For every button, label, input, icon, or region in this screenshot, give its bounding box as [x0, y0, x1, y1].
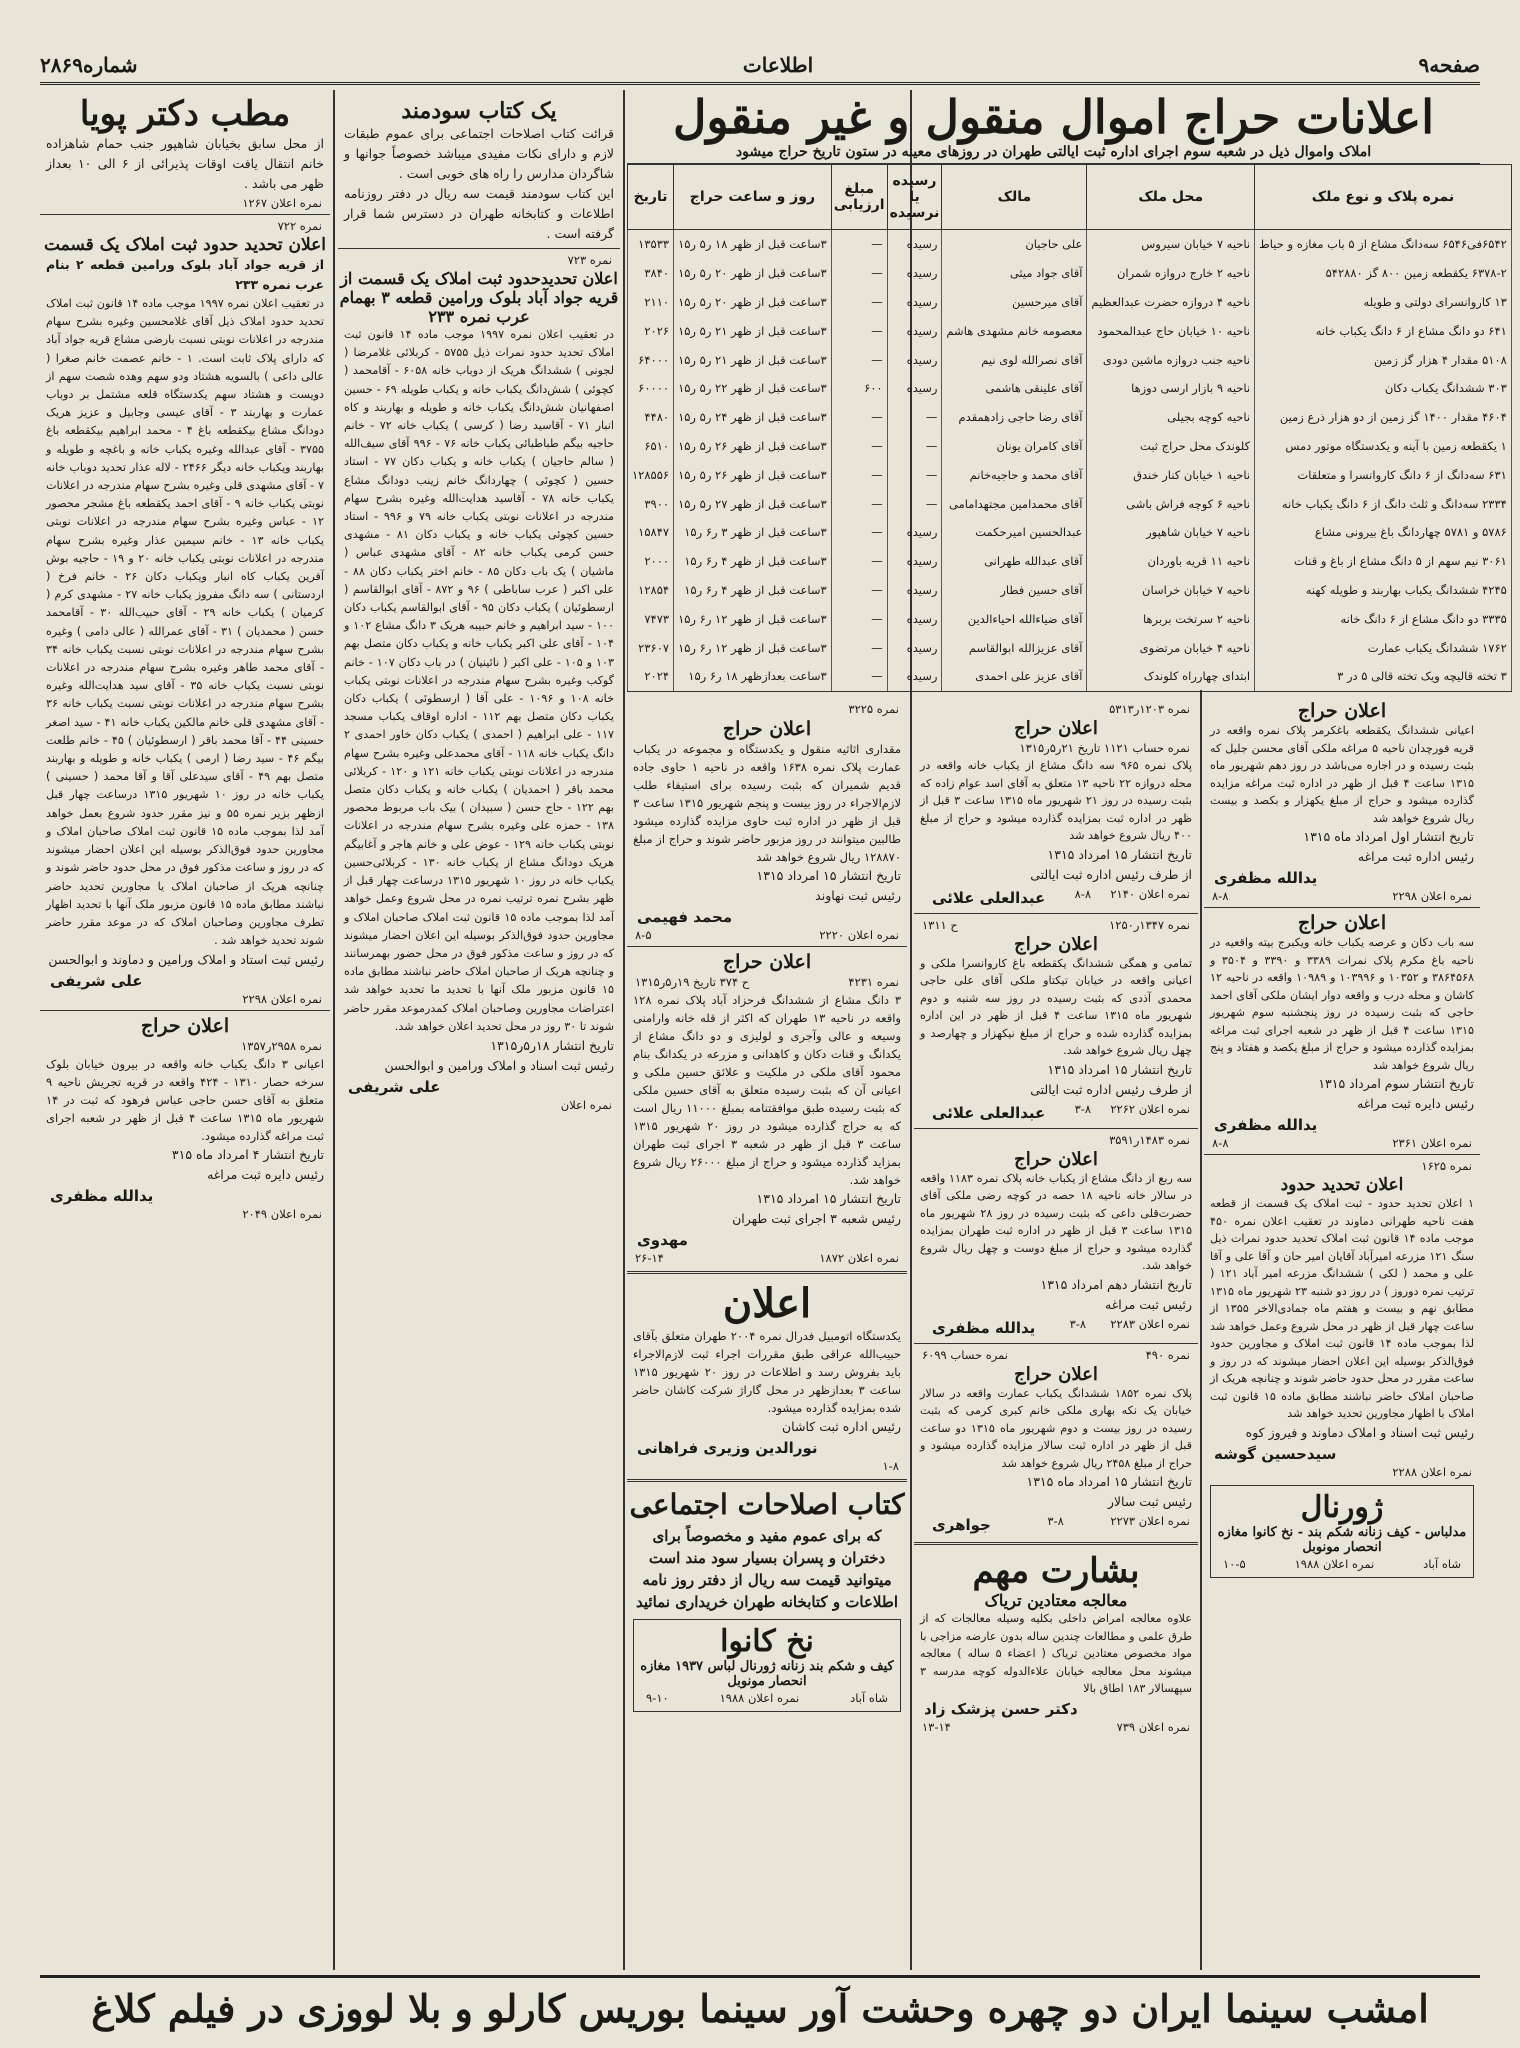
auction-cell: ۳ساعت قبل از ظهر ۴ ر۶ ر۱۵: [674, 576, 832, 605]
auction-cell: آقای جواد میثی: [942, 259, 1087, 288]
journal-addr: شاه آباد: [1423, 1556, 1461, 1571]
auction-cell: آقای نصرالله لوی نیم: [942, 345, 1087, 374]
auction-cell: رسیده: [887, 230, 942, 259]
auction-cell: آقای محمدامین مجتهدامامی: [942, 489, 1087, 518]
auction-cell: علی حاجیان: [942, 230, 1087, 259]
auction-cell: آقای حسین فطار: [942, 576, 1087, 605]
b1-meta: نمره حساب ۱۱۲۱ تاریخ ۲۱ر۵ر۱۳۱۵: [1019, 741, 1190, 755]
b3-signature: ید‌الله مظفری: [932, 1318, 1036, 1337]
auction-cell: —: [887, 489, 942, 518]
auction-cell: ناحیه کوچه بجیلی: [1087, 403, 1255, 432]
c1-body: اعیانی ششدانگ یکقطعه باغکرمر پلاک نمره واقعه در قریه فورچدان ناحیه ۵ مراغه ملکی آقای محسن جلیل که بثبت رسیده و در اجاره می‌باشد در روز دهم شهریور ماه ۱۳۱۵ ساعت ۴ قبل از ظهر در اداره ثبت مراغه مزایده گذارده میشود و حراج از مبلغ یکهزار و بکصد و بیست ریال شروع خواهد شد: [1210, 724, 1474, 825]
auction-cell: ۴۴۸۰: [628, 403, 674, 432]
nakh-addr: شاه آباد: [850, 1691, 888, 1705]
b4-code: ۳-۸: [1047, 1514, 1064, 1528]
clinic-ref: نمره اعلان ۱۲۶۷: [242, 196, 322, 210]
b1-number: نمره ۱۲۰۳ر۵۳۱۳: [1109, 702, 1190, 716]
cinema-banner: [40, 1975, 1480, 2038]
nakh-title: نخ کانوا: [720, 1624, 814, 1659]
a1-body: مقداری اثاثیه منقول و یکدستگاه و مجموعه در یکباب عمارت پلاک نمره ۱۶۳۸ واقعه در ناحیه ۱ حاوی جاده قدیم شمیران که بثبت رسیده برای استیفاء طلب لازم‌الاجراء در روز بیست و پنجم شهریور ۱۳۱۵ ساعت ۳ قبل از ظهر در اداره ثبت حاوی مزایده گذارده میشود طالبین میتوانند در روز مزبور حاضر شوند و حراج از مبلغ ۱۲۸۸۷۰ ریال شروع خواهد شد: [633, 742, 901, 864]
b2-number: نمره ۱۳۴۷ر۱۲۵۰: [1109, 917, 1190, 932]
a2-ref: نمره اعلان ۱۸۷۲: [819, 1251, 899, 1265]
auction-cell: ناحیه ۷ خیابان خراسان: [1087, 576, 1255, 605]
auction-cell: ۳ساعت قبل از ظهر ۲۲ ر۵ ر۱۵: [674, 374, 832, 403]
auction-cell: ناحیه ۱۰ خیابان حاج عبدالمحمود: [1087, 316, 1255, 345]
b4-title: اعلان حراج: [1014, 1363, 1098, 1385]
b4-signature: جواهری: [932, 1516, 991, 1534]
notice-subtitle: از قریه جواد آباد بلوک ورامین قطعه ۲ بنام عرب نمره ۲۳۳: [46, 257, 324, 292]
auction-row: [628, 633, 1512, 662]
b3-code: ۳-۸: [1069, 1316, 1087, 1331]
auction-cell: ۳ساعت بعدازظهر ۱۸ ر۶ ر۱۵: [674, 662, 832, 691]
b2-date: تاریخ انتشار ۱۵ امرداد ۱۳۱۵: [1047, 1061, 1192, 1077]
page-number: صفحه۹: [1418, 53, 1480, 77]
auction-cell: ناحیه ۷ خیابان شاهپور: [1087, 518, 1255, 547]
book-title: یک کتاب سودمند: [401, 98, 557, 124]
b2-body: تمامی و همگی ششدانگ یکقطعه باغ کاروانسرا ملکی و اعیانی واقعه در خیابان تیکتاو ملکی آقای علی حاجی محمدی آذدی که بثبت رسیده در روز سه شنبه و دوم شهریور ماه ۱۳۱۵ ساعت ۴ قبل از ظهر در این اداره بمزایده گذارده شده و حراج از مبلغ نیکهزار و چهارصد و چهل ریال شروع خواهد شد.: [920, 956, 1192, 1057]
auction-cell: —: [831, 489, 887, 518]
b2-meta: ح ۱۳۱۱: [922, 917, 958, 932]
auction-cell: معصومه خانم مشهدی هاشم: [942, 316, 1087, 345]
journal-title: ژورنال: [1300, 1489, 1384, 1525]
auction-row: [628, 576, 1512, 605]
auction-cell: ناحیه ۴ خیابان مرتضوی: [1087, 633, 1255, 662]
notice-title: اعلان تحدید حدود ثبت املاک یک قسمت: [43, 235, 326, 255]
auction-cell: آقای میرحسین: [942, 288, 1087, 317]
page-header: [40, 48, 1480, 85]
auction-cell: رسیده: [887, 374, 942, 403]
a1-number: نمره ۳۲۲۵: [848, 702, 899, 716]
b2-signature: عبدالعلی علائی: [932, 1103, 1046, 1122]
auction-cell: —: [831, 403, 887, 432]
b3-number: نمره ۱۴۸۳ر۳۵۹۱: [1109, 1132, 1190, 1147]
auction-cell: ۳۰۳ ششدانگ یکباب دکان: [1255, 374, 1512, 403]
c1-title: اعلان حراج: [1297, 700, 1387, 722]
auction-cell: ۳ساعت قبل از ظهر ۲۰ ر۵ ر۱۵: [674, 259, 832, 288]
b1-signature: عبدالعلی علائی: [932, 888, 1046, 907]
e-signature: نورالدین وزیری فراهانی: [637, 1439, 818, 1457]
auction-cell: ناحیه جنب دروازه ماشین دودی: [1087, 345, 1255, 374]
auction-cell: —: [831, 288, 887, 317]
auction-row: [628, 489, 1512, 518]
b1-sig-line: از طرف رئیس اداره ثبت ایالتی: [1030, 866, 1192, 882]
auction-cell: —: [831, 547, 887, 576]
auction-cell: ابتدای چهارراه کلوندک: [1087, 662, 1255, 691]
a2-sig-line: رئیس شعبه ۳ اجرای ثبت طهران: [732, 1211, 901, 1226]
auction-col-header: رسیده یا نرسیده: [887, 165, 942, 230]
a1-code: ۸-۵: [635, 928, 652, 942]
auction-cell: ۳ساعت قبل از ظهر ۱۲ ر۶ ر۱۵: [674, 604, 832, 633]
b2-sig-line: از طرف رئیس اداره ثبت ایالتی: [1030, 1081, 1192, 1097]
besharat-title: بشارت مهم: [972, 1551, 1140, 1591]
clinic-title: مطب دکتر پویا: [79, 94, 291, 134]
c3-body: ۱ اعلان تحدید حدود - ثبت املاک یک قسمت از قطعه هفت ناحیه طهرانی دماوند در تعقیب اعلان نمره ۴۵۰ موجب ماده ۱۴ قانون ثبت املاک تحدید حدود نمرات ذیل سنگ ۱۲۱ مزرعه امیرآباد آقایان امیر حان و آقا علی و آقا علی و محمد ( لکی ) ششدانگ مزرعه امیر آباد ۱۲۱ ( ترتیب نمره دوروز ) در روز دو شنبه ۲۳ شهریور ماه ۱۳۱۵ مطابق نهم و بیست و هفتم ماه جمادی‌الاخر ۱۳۵۵ از ساعت چهار قبل از ظهر در محل شروع وعمل خواهد شد لذا بموجب ماده ۱۴ قانون ثبت املاک و مجاورین حدود فوق‌الذکر بوسیله این اعلان احضار میشوند که در روز و ساعت مقرر در محل حدود حاضر شوند و چنانچه هریک از صاحبان املاک حاضر نباشند مطابق ماده ۱۵ قانون ثبت املاک با اظهار مجاورین تحدید خواهد شد: [1210, 1197, 1474, 1420]
besharat-body: علاوه معالجه امراض داخلی بکلیه وسیله معالجات که از طرق علمی و مطالعات چندین ساله بدون عارضه مزاجی با مواد مخصوص معتادین تریاک ( اعضاء ۵ ساله ) معالجه میشوند محل معالجه خیابان علاءالدوله کوچه مدرسه ۳ سپهسالار ۱۸۳ اطاق بالا: [920, 1612, 1192, 1695]
c1-sig-line: رئیس اداره ثبت مراغه: [1357, 849, 1474, 864]
auction-cell: ۳ساعت قبل از ظهر ۱۲ ر۶ ر۱۵: [674, 633, 832, 662]
auction-cell: ۳۸۴۰: [628, 259, 674, 288]
besharat-subtitle: معالجه معتادین تریاک: [984, 1591, 1128, 1610]
clinic-body: از محل سابق بخیابان شاهپور جنب حمام شاهزاده خانم انتقال یافت اوقات پذیرائی از ۶ الی ۱۰ بعداز ظهر می باشد .: [46, 136, 324, 191]
b1-ref: نمره اعلان ۲۱۴۰: [1110, 886, 1190, 901]
notice-body: در تعقیب اعلان نمره ۱۹۹۷ موجب ماده ۱۴ قانون ثبت املاک تحدید حدود املاک ذیل آقای غلامحسین وغیره بشرح سهام مندرجه در اعلانات نوبتی نسبت بارضی مشاع قریه جواد آباد که دارای پلاک ثابت است. ۱ - خانم عصمت خانم صغرا ( عالی داعی ) بالسویه هشتاد ودو سهم وهده شصت سهم از دویست و هشتاد سهم یکدستگاه قلعه مشتمل بر دوباب عمارت و بهاربند ۳ - آقای عیسی وجابیل و عزیز هریک دودانگ مشاع بیکقطعه باغ ۴ - محمد ابراهیم بیکقطعه باغ ۳۷۵۵ - آقای عبدالله وغیره یکباب خانه و باغچه و طویله و بهاربند ویکباب خانه دیگر ۲۴۶۶ - لاله عذار تحدید دوباب خانه ۷ - آقای مشهدی قلی وغیره بشرح سهام مندرجه در اعلانات نوبتی یکباب خانه ۹ - آقای احمد یکقطعه باغ مشجر محصور ۱۲ - عباس وغیره بشرح سهام مندرجه در اعلانات نوبتی یکباب خانه ۱۳ - خانم سیمین عذار وغیره بشرح سهام مندرجه در اعلانات نوبتی یکباب خانه ۲۰ و ۱۹ - حاجیه بوش آفرین یکباب کاه انبار ویکباب دکان ۲۶ - خانم فرخ ( اردستانی ) سه دانگ مفروز یکباب خانه ۲۷ - مشهدی کرم ( کرمیان ) یکباب خانه ۲۹ - آقای حبیب‌الله ۳۰ - آقامحمد حسن ( محمدیان ) ۳۱ - آقای عمرالله ( عالی دامی ) وغیره بشرح سهام مندرجه در اعلانات نوبتی نسبت یکباب خانه ۳۴ - آقای محمد طاهر وغیره بشرح سهام مندرجه در اعلانات نوبتی نسبت یکباب خانه ۳۵ - آقای سید هدایت‌الله وغیره بشرح سهام مندرجه در اعلانات نوبتی نسبت یکباب خانه ۳۶ - آقای مشهدی قلی خانم مالکین یکباب خانه ۴۱ - سید اصغر حسینی ۴۴ - آقا محمد باقر ( ارسطوئیان ) ۴۵ - خانم طلعت بیگم ۴۶ - سید رضا ( ارمی ) یکباب خانه و طویله و بهاربند متصل بهم ۴۹ - آقای سیدعلی آقا و آقا محمد ( حسینی ) یکباب خانه در روز ۱۰ شهریور ۱۳۱۵ درساعت چهار قبل ازظهر بزیر نمره ۵۵ و نیز مقرر حدود شروع بعمل خواهد آمد لذا بموجب ماده ۱۵ قانون ثبت املاک صاحبان املاک و مجاورین حدود فوق‌الذکر بوسیله این اعلان احضار میشوند که در روز و ساعت مذکور فوق در محل حدود حاضر شوند و چنانچه هریک از صاحبان املاک یا مجاورین تحدید حاضر نباشند مطابق ماده ۱۵ قانون مزبور ملک آنها با تحدید اظهار تطرف مجاورین وصاحبان املاک که در موعد مقرر حاضر شوند تحدید خواهد شد .: [46, 297, 325, 948]
book-body-2: این کتاب سودمند قیمت سه ریال در دفتر روزنامه اطلاعات و کتابخانه طهران در دسترس شما قرار گرفته است .: [344, 186, 614, 241]
a2-signature: مهدوی: [637, 1231, 688, 1249]
a2-code: ۲۶-۱۴: [635, 1251, 664, 1265]
auction-row: [628, 518, 1512, 547]
b4-number: نمره ۴۹۰: [1145, 1347, 1190, 1362]
auction-cell: ۶۵۱۰: [628, 432, 674, 461]
auction-cell: ناحیه ۱ خیابان کنار خندق: [1087, 460, 1255, 489]
b1-date: تاریخ انتشار ۱۵ امرداد ۱۳۱۵: [1047, 846, 1192, 862]
auction-row: [628, 230, 1512, 259]
auction-cell: ۳ساعت قبل از ظهر ۲۴ ر۵ ر۱۵: [674, 403, 832, 432]
auction-cell: ناحیه ۲ خارج دروازه شمران: [1087, 259, 1255, 288]
auction-cell: ۱۵۸۴۷: [628, 518, 674, 547]
auction-row: [628, 547, 1512, 576]
auction-cell: ۶۴۱ دو دانگ مشاع از ۶ دانگ یکباب خانه: [1255, 316, 1512, 345]
auction-cell: ۱۲۸۵۴: [628, 576, 674, 605]
b2-title: اعلان حراج: [1014, 933, 1098, 955]
a1-date: تاریخ انتشار ۱۵ امرداد ۱۳۱۵: [756, 868, 901, 883]
e-body: یکدستگاه اتومبیل فدرال نمره ۲۰۰۴ طهران متعلق بآقای حبیب‌الله عراقی طبق مقررات اجراء ثبت لازم‌الاجراء باید بفروش رسد و اطلاعات در روز ۲۰ شهریور ۱۳۱۵ ساعت ۳ بعدازظهر در محل گاراژ شرکت کاشان حاضر شده بمزایده گذارده میشود.: [633, 1329, 901, 1415]
auction-cell: ناحیه ۴ دروازه حضرت عبدالعظیم: [1087, 288, 1255, 317]
auction-cell: ۷۴۷۳: [628, 604, 674, 633]
column-rule: [333, 90, 335, 1970]
c1-code: ۸-۸: [1212, 889, 1229, 903]
auction-cell: ۱۷۶۲ ششدانگ یکباب عمارت: [1255, 633, 1512, 662]
auction-cell: آقای رضا حاجی زادهمقدم: [942, 403, 1087, 432]
auction-cell: آقای محمد و حاجیه‌خانم: [942, 460, 1087, 489]
c3-ref: نمره اعلان ۲۲۸۸: [1392, 1464, 1472, 1479]
kitab-title: کتاب اصلاحات اجتماعی: [629, 1488, 905, 1521]
auction-cell: رسیده: [887, 662, 942, 691]
auction-cell: —: [831, 460, 887, 489]
newspaper-name: اطلاعات: [742, 53, 814, 77]
auction-cell: رسیده: [887, 576, 942, 605]
c3-title: اعلان تحدید حدود: [1280, 1175, 1404, 1195]
auction-cell: ناحیه ۶ کوچه فراش باشی: [1087, 489, 1255, 518]
column-rule: [1200, 690, 1202, 1970]
b4-ref: نمره اعلان ۲۲۷۳: [1110, 1514, 1190, 1528]
c1-date: تاریخ انتشار اول امرداد ماه ۱۳۱۵: [1303, 829, 1474, 844]
auction-cell: ۱ یکقطعه زمین با آینه و یکدستگاه موتور دمس: [1255, 432, 1512, 461]
b4-body: پلاک نمره ۱۸۵۲ ششدانگ یکباب عمارت واقعه در سالار خیابان یک نکه بهاری ملکی خانم کبری کرمی که بثبت رسیده در روز بیست و دوم شهریور ماه ۱۳۱۵ دو ساعت قبل از ظهر در اداره ثبت سالار مزایده گذارده میشود و حراج از مبلغ ۲۴۵۸ ریال شروع خواهد شد: [920, 1386, 1192, 1470]
nakh-code: ۹-۱۰: [646, 1691, 669, 1705]
auction-cell: ۴۲۴۵ ششدانگ یکباب بهاربند و طویله کهنه: [1255, 576, 1512, 605]
auction-col-header: تاریخ: [628, 165, 674, 230]
b3-ref: نمره اعلان ۲۲۸۳: [1110, 1316, 1190, 1331]
auction-cell: ۶۰۰۰۰: [628, 374, 674, 403]
mid-notice-signature: علی شریفی: [348, 1077, 441, 1096]
c3-signature: سیدحسین گوشه: [1214, 1444, 1337, 1463]
auction2-sig-line: رئیس دایره ثبت مراغه: [207, 1167, 324, 1183]
auction-cell: عبدالحسین امیرحکمت: [942, 518, 1087, 547]
besharat-ref: نمره اعلان ۷۳۹: [1116, 1719, 1190, 1734]
auction-cell: رسیده: [887, 259, 942, 288]
c2-sig-line: رئیس دایره ثبت مراغه: [1357, 1096, 1474, 1111]
c3-number: نمره ۱۶۲۵: [1421, 1159, 1472, 1173]
auction-cell: —: [831, 259, 887, 288]
b1-body: پلاک نمره ۹۶۵ سه دانگ مشاع از یکباب خانه واقعه در محله دروازه ۲۲ ناحیه ۱۳ متعلق به آقای اسد عوام زاده که بثبت رسیده در روز ۲۱ شهریور ماه ۱۳۱۵ ساعت ۳ قبل از ظهر در اداره ثبت بمزایده گذارده میشود و حراج از مبلغ ۴۰۰ ریال شروع خواهد شد: [920, 759, 1192, 842]
c2-code: ۸-۸: [1212, 1136, 1229, 1150]
e-title: اعلان: [722, 1280, 812, 1327]
auction-cell: ۳۳۳۵ دو دانگ مشاع از ۶ دانگ خانه: [1255, 604, 1512, 633]
a2-date: تاریخ انتشار ۱۵ امرداد ۱۳۱۵: [756, 1191, 901, 1206]
c3-sig-line: رئیس ثبت اسناد و املاک دماوند و فیروز کوه: [1245, 1424, 1474, 1440]
auction-cell: —: [831, 633, 887, 662]
auction-col-header: محل ملک: [1087, 165, 1255, 230]
auction-cell: ۴۶۰۴ مقدار ۱۴۰۰ گز زمین از دو هزار ذرع زمین: [1255, 403, 1512, 432]
b1-code: ۸-۸: [1074, 886, 1092, 901]
a2-meta: ح ۳۷۴ تاریخ ۱۹ر۵ر۱۳۱۵: [635, 975, 750, 989]
b3-date: تاریخ انتشار دهم امرداد ۱۳۱۵: [1040, 1276, 1192, 1292]
a2-body: ۳ دانگ مشاع از ششدانگ فرحزاد آباد پلاک نمره ۱۲۸ واقعه در ناحیه ۱۳ طهران که اکثر از قله خانه وارامنی وسیعه و عالی وآجری و لولیزی و دو دانگ مشاع از یکدانگ و قنات دکان و کاهدانی و مزرعه در یکدانگ بنام محمود آقای ملکی در ملکیت و علائق حسین ملکی و اعیانی آن که بثبت رسیده متعلق به آقای حسین ملکی که بثبت رسیده طبق موافقتنامه بمبلغ ۱۱۰۰۰ ریال است که به حراج گذارده میشود در روز ۲۰ شهریور ۱۳۱۵ ساعت ۳ قبل از ظهر در شعبه ۳ اجرای ثبت طهران بمزاید گذارده میشود و حراج از مبلغ ۲۶۰۰۰ ریال شروع خواهد شد.: [633, 993, 902, 1187]
notice-signature: علی شریفی: [50, 972, 143, 991]
mid-notice-title: اعلان تحدیدحدود ثبت املاک یک قسمت از قریه جواد آباد بلوک ورامین قطعه ۳ بهمام عرب نمره ۲۳۳: [339, 269, 619, 326]
c2-title: اعلان حراج: [1297, 912, 1387, 934]
auction-cell: ۲۳۳۴ سه‌دانگ و ثلث دانگ از ۶ دانگ یکباب خانه: [1255, 489, 1512, 518]
besharat-signature: دکتر حسن پزشک زاد: [924, 1699, 1078, 1718]
auction-cell: ۳ساعت قبل از ظهر ۱۸ ر۵ ر۱۵: [674, 230, 832, 259]
c2-body: سه باب دکان و عرصه یکباب خانه ویکبرج بیته واقعیه در ناحیه باغ مکرم پلاک نمرات ۳۳۸۹ و ۳۳۹۰ و ۳۵۰۴ و ۳۸۶۴۵۶۸ و ۱۰۳۵۲ و ۱۰۳۹۹۶ و ۱۰۹۸۹ واقعه در ناحیه ۱۲ کاشان و محله درب و واقعه دوار ایشان ملکی آقای احمد حاجی که بثبت رسیده در روز پنجشنبه سوم شهریور ۱۳۱۵ ساعت ۴ قبل از ظهر در شعبه اجرای ثبت مراغه بمزایده گذارده میشود و حراج از مبلغ یکصد و هفتاد و پنج ریال شروع خواهد شد: [1210, 936, 1474, 1072]
journal-sub: مدلباس - کیف زنانه شکم بند - نخ کانوا مغازه انحصار مونوبل: [1217, 1524, 1467, 1555]
auction-cell: ۳ساعت قبل از ظهر ۳ ر۶ ر۱۵: [674, 518, 832, 547]
mid-notice-sig-line: رئیس ثبت اسناد و املاک ورامین و ابوالحسن: [384, 1057, 614, 1073]
auction-section: [627, 90, 1507, 690]
a1-sig-line: رئیس ثبت نهاوند: [815, 888, 901, 903]
auction-cell: ۳ساعت قبل از ظهر ۲۶ ر۵ ر۱۵: [674, 460, 832, 489]
kitab-body: که برای عموم مفید و مخصوصاً برای دختران و پسران بسیار سود مند است میتوانید قیمت سه ریال از دفتر روز نامه اطلاعات و کتابخانه طهران خریداری نمائید: [636, 1527, 898, 1611]
auction-col-header: مالک: [942, 165, 1087, 230]
auction-cell: —: [831, 345, 887, 374]
auction-cell: —: [831, 432, 887, 461]
mid-notice-date: تاریخ انتشار ۱۸ر۵ر۱۳۱۵: [490, 1037, 614, 1053]
auction-cell: ۵۱۰۸ مقدار ۴ هزار گز زمین: [1255, 345, 1512, 374]
auction-row: [628, 345, 1512, 374]
journal-code: ۱۰-۵: [1223, 1556, 1246, 1571]
auction-cell: رسیده: [887, 345, 942, 374]
auction-cell: —: [831, 576, 887, 605]
notice-number: نمره ۷۲۲: [277, 219, 322, 233]
auction-cell: —: [887, 403, 942, 432]
auction-cell: —: [831, 604, 887, 633]
auction-col-header: نمره پلاک و نوع ملک: [1255, 165, 1512, 230]
auction-cell: آقای عزیزالله ابوالقاسم: [942, 633, 1087, 662]
auction-cell: —: [887, 460, 942, 489]
auction-cell: ۳ساعت قبل از ظهر ۲۰ ر۵ ر۱۵: [674, 288, 832, 317]
auction-cell: آقای عزیز علی احمدی: [942, 662, 1087, 691]
auction-cell: رسیده: [887, 547, 942, 576]
auction-row: [628, 288, 1512, 317]
c1-signature: ید‌الله مظفری: [1214, 869, 1318, 887]
auction-cell: رسیده: [887, 518, 942, 547]
b2-ref: نمره اعلان ۲۲۶۲: [1110, 1101, 1190, 1116]
auction-cell: ۲۳۶۰۷: [628, 633, 674, 662]
b3-sig-line: رئیس ثبت مراغه: [1105, 1296, 1192, 1312]
column-right: [40, 90, 330, 1970]
b4-sig-line: رئیس ثبت سالار: [1107, 1494, 1192, 1509]
auction-row: [628, 604, 1512, 633]
b3-title: اعلان حراج: [1014, 1148, 1098, 1170]
auction-cell: ۶۵۴۲فی۶۵۴۶ سه‌دانگ مشاع از ۵ باب مغازه و حیاط: [1255, 230, 1512, 259]
auction-cell: —: [831, 316, 887, 345]
b4-meta: نمره حساب ۶۰۹۹: [922, 1347, 1008, 1362]
auction-cell: رسیده: [887, 288, 942, 317]
auction2-ref: نمره اعلان ۲۰۴۹: [242, 1207, 322, 1222]
issue-number: شماره۲۸۶۹: [40, 53, 138, 77]
auction-col-header: روز و ساعت حراج: [674, 165, 832, 230]
a2-title: اعلان حراج: [722, 951, 812, 973]
auction2-title: اعلان حراج: [140, 1015, 230, 1038]
auction-row: [628, 316, 1512, 345]
auction-cell: ۳ساعت قبل از ظهر ۴ ر۶ ر۱۵: [674, 547, 832, 576]
auction-cell: ۲۰۲۶: [628, 316, 674, 345]
auction-table: [627, 164, 1512, 692]
auction-cell: ناحیه ۱۱ قریه باوردان: [1087, 547, 1255, 576]
auction-cell: ۶۰۰: [831, 374, 887, 403]
auction-cell: رسیده: [887, 316, 942, 345]
auction-cell: ۳ساعت قبل از ظهر ۲۷ ر۵ ر۱۵: [674, 489, 832, 518]
mid-notice-ref: نمره اعلان: [560, 1097, 612, 1112]
notice-ref: نمره اعلان ۲۲۹۸: [242, 992, 322, 1007]
auction-cell: ۱۳۵۳۳: [628, 230, 674, 259]
auction-subtitle: املاک واموال ذیل در شعبه سوم اجرای اداره ثبت ایالتی طهران در روزهای معینه در ستون تاریخ حراج میشود: [627, 144, 1480, 164]
mid-notice-body: در تعقیب اعلان نمره ۱۹۹۷ موجب ماده ۱۴ قانون ثبت املاک تحدید حدود نمرات ذیل ۵۷۵۵ - کربلائی غلامرضا ( لجونی ) ششدانگ هریک از دوباب خانه ۶۰۵۸ - آقامحمد ( کچوئی ) شش‌دانگ یکباب خانه و یکباب طویله ۶۹ - حسین اصفهانیان شش‌دانگ یکباب خانه و طویله و بهاربند و کاه انبار ۷۱ - آقاسید رضا ( کرسی ) یکباب خانه ۷۲ - خانم حاجیه بیگم طباطبائی یکباب خانه ۷۶ - ۹۹۶ آقای سیف‌الله ( سالم حاجیان ) یکباب خانه و یکباب دکان ۷۷ - استاد حسین ( کچوئی ) چهاردانگ خانم زینب دودانگ مشاع یکباب خانه ۷۸ - آقاسید هدایت‌الله وغیره بشرح سهام مندرجه در اعلانات نوبتی یکباب خانه ۷۹ و ۹۹۶ - استاد حسین کچوئی یکباب خانه و یکباب دکان ۸۱ - مشهدی حسن کرمی یکباب خانه ۸۲ - آقای مشهدی عباس ( ماشیان ) یک باب دکان ۸۵ - خانم اختر یکباب دکان ۸۸ - علی اکبر ( عرب ساباطی ) ۹۶ و ۸۷۲ - آقای ابوالقاسم ( ارسطوئیان ) یکباب دکان ۹۵ - آقای ابوالقاسم یکباب دکان ۱۰۰ - سید ابراهیم و خانم حبیبه هریک ۳ دانگ مشاع ۱۰۲ و ۱۰۴ - آقای علی اکبر یکباب خانه و یکباب دکان متصل بهم ۱۰۳ و ۱۰۵ - علی اکبر ( نائینیان ) در باب دکان ۱۰۷ - خانم گوکب وغیره بشرح سهام مندرجه در اعلانات نوبتی یکباب خانه ۱۰۸ و ۱۰۹۶ - علی آقا ( ارسطوئی ) یکباب دکان یکباب دکان متصل بهم ۱۱۲ - اداره اوقاف یکباب مسجد ۱۱۷ - علی ابراهیم ( احمدی ) یکباب دکان خاور احمدی ۲ دانگ یکباب خانه ۱۱۸ - آقای محمدعلی وغیره بشرح سهام مندرجه در اعلانات نوبتی یکباب خانه ۱۲۱ و ۱۲۰ - کربلائی محمد باقر ( احمدیان ) یکباب خانه و یکباب دکان متصل بهم ۱۲۲ - حاج حسن ( سبیدان ) بیک باب مربوط محصور ۱۳۸ - حمزه علی وغیره بشرح سهام مندرجه در اعلانات نوبتی یکباب خانه ۱۲۹ - عوض علی و خانم هاجر و آغابیگم هریک دودانگ مشاع از یکباب خانه ۱۳۰ - کربلائی‌حسین یکباب خانه در روز ۱۰ شهریور ۱۳۱۵ درساعت چهار قبل از ظهر بشرح نمره ترتیب نمره در محل شروع وعمل خواهد آمد لذا بموجب ماده ۱۵ قانون ثبت املاک صاحبان املاک و مجاورین حدود فوق‌الذکر بوسیله این اعلان احضار میشوند که در روز و ساعت مذکور فوق در محل حضور بهمرسانند و چنانچه هریک از صاحبان املاک حاضر نباشند مطابق ماده ۱۵ قانون مزبور ملک آنها با تحدید ما تحدید خواهد شد اعتراضات مجاورین وصاحبان املاک کمدرموعد مقرر حاضر شوند تا ۳۰ روز در محل تحدید اعلان خواهد شد.: [344, 328, 615, 1033]
column-center: [627, 700, 907, 1970]
c2-ref: نمره اعلان ۲۳۶۱: [1392, 1136, 1472, 1150]
b4-date: تاریخ انتشار ۱۵ امرداد ماه ۱۳۱۵: [1026, 1474, 1192, 1489]
a2-number: نمره ۴۲۳۱: [848, 975, 899, 989]
auction2-body: اعیانی ۳ دانگ یکباب خانه واقعه در بیرون خیابان بلوک سرخه حصار ۱۳۱۰ - ۴۲۴ واقعه در قریه تجریش ناحیه ۹ متعلق به آقای حسن حاجی عباس فرهود که ثبت در ۱۴ شهریور ماه ۱۳۱۵ ساعت ۴ قبل از ظهر در شعبه اجرای ثبت مراغه گذارده میشود.: [46, 1057, 325, 1144]
auction-cell: ناحیه ۹ بازار ارسی دوزها: [1087, 374, 1255, 403]
auction2-signature: ید‌الله مظفری: [50, 1187, 154, 1206]
auction-cell: آقای علینقی هاشمی: [942, 374, 1087, 403]
c2-signature: ید‌الله مظفری: [1214, 1116, 1318, 1134]
auction-row: [628, 259, 1512, 288]
a1-ref: نمره اعلان ۲۲۲۰: [819, 928, 899, 942]
auction-cell: ۳ساعت قبل از ظهر ۲۶ ر۵ ر۱۵: [674, 432, 832, 461]
auction-cell: ۳ساعت قبل از ظهر ۲۱ ر۵ ر۱۵: [674, 345, 832, 374]
auction-cell: ۲۰۰۰: [628, 547, 674, 576]
cinema-banner-text: امشب سینما ایران دو چهره وحشت آور سینما بوریس کارلو و بلا لووزی در فیلم کلاغ: [91, 1985, 1429, 2031]
column-left-center: [914, 700, 1198, 1970]
auction-row: [628, 432, 1512, 461]
a1-signature: محمد فهیمی: [637, 908, 733, 926]
auction2-date: تاریخ انتشار ۴ امرداد ماه ۳۱۵: [171, 1147, 324, 1163]
auction-cell: ۲۱۱۰: [628, 288, 674, 317]
besharat-code: ۱۳-۱۴: [922, 1719, 951, 1734]
auction-cell: ۱۲۸۵۵۶: [628, 460, 674, 489]
auction2-number: نمره ۲۹۵۸ر۱۳۵۷: [241, 1039, 322, 1054]
auction-cell: رسیده: [887, 604, 942, 633]
auction-cell: —: [887, 432, 942, 461]
b1-title: اعلان حراج: [1014, 718, 1098, 739]
nakh-sub: کیف و شکم بند زنانه ژورنال لباس ۱۹۳۷ مغازه انحصار مونوبل: [640, 1659, 894, 1689]
mid-notice-number: نمره ۷۲۳: [567, 253, 612, 267]
nakh-ref: نمره اعلان ۱۹۸۸: [719, 1691, 800, 1705]
auction-row: [628, 662, 1512, 691]
auction-cell: آقای ضیاءالله احیاءالدین: [942, 604, 1087, 633]
e-code: ۱-۸: [882, 1459, 899, 1473]
auction-cell: ۶۳۷۸-۲ یکقطعه زمین ۸۰۰ گز ۵۴۲۸۸۰: [1255, 259, 1512, 288]
auction-cell: ۳ تخته قالیچه ویک تخته قالی ۵ در ۳: [1255, 662, 1512, 691]
auction-cell: ۳ساعت قبل از ظهر ۲۱ ر۵ ر۱۵: [674, 316, 832, 345]
auction-cell: ۵۷۸۶ و ۵۷۸۱ چهاردانگ باغ بیرونی مشاع: [1255, 518, 1512, 547]
auction-col-header: مبلغ ارزیابی: [831, 165, 887, 230]
auction-cell: ۶۳۱ سه‌دانگ از ۶ دانگ کاروانسرا و متعلقات: [1255, 460, 1512, 489]
auction-cell: —: [831, 230, 887, 259]
auction-cell: ۳۰۶۱ نیم سهم از ۵ دانگ مشاع از باغ و قنات: [1255, 547, 1512, 576]
auction-cell: ۲۰۲۴: [628, 662, 674, 691]
column-middle: [338, 90, 620, 1970]
column-far-left: [1204, 700, 1480, 1970]
b2-code: ۳-۸: [1074, 1101, 1092, 1116]
auction-title: اعلانات حراج اموال منقول و غیر منقول: [672, 90, 1435, 144]
notice-sig-line: رئیس ثبت استاد و املاک ورامین و دماوند و ابوالحسن: [48, 952, 324, 968]
auction-row: [628, 374, 1512, 403]
auction-cell: رسیده: [887, 633, 942, 662]
auction-row: [628, 460, 1512, 489]
auction-cell: ناحیه ۷ خیابان سیروس: [1087, 230, 1255, 259]
auction-cell: آقای کامران یونان: [942, 432, 1087, 461]
auction-cell: —: [831, 662, 887, 691]
journal-ref: نمره اعلان ۱۹۸۸: [1294, 1556, 1375, 1571]
c2-date: تاریخ انتشار سوم امرداد ۱۳۱۵: [1318, 1076, 1474, 1091]
auction-cell: —: [831, 518, 887, 547]
auction-cell: ۱۳ کاروانسرای دولتی و طویله: [1255, 288, 1512, 317]
auction-row: [628, 403, 1512, 432]
e-sig-line: رئیس اداره ثبت کاشان: [782, 1419, 901, 1434]
c1-ref: نمره اعلان ۲۲۹۸: [1392, 889, 1472, 903]
auction-cell: ناحیه ۲ سرتخت بربرها: [1087, 604, 1255, 633]
a1-title: اعلان حراج: [722, 718, 812, 740]
b3-body: سه ربع از دانگ مشاع از یکباب خانه پلاک نمره ۱۱۸۳ واقعه در سالار خانه ناحیه ۱۸ حصه در کوچه رضی ملکی آقای حضرت‌قلی داعی که بثبت رسیده در روز ۲۸ شهریور ماه ۱۳۱۵ ساعت ۳ قبل از ظهر در اداره ثبت طهران بمزایده گذارده میشود و حراج از مبلغ دوست و چهل ریال شروع خواهد شد.: [920, 1171, 1193, 1272]
auction-cell: آقای عبدالله طهرانی: [942, 547, 1087, 576]
auction-cell: کلوندک محل حراج ثبت: [1087, 432, 1255, 461]
book-body: قرائت کتاب اصلاحات اجتماعی برای عموم طبقات لازم و دارای نکات مفیدی میباشد خصوصاً جوانها و شاگردان مدارس را راه های خوبی است .: [344, 126, 614, 181]
column-rule: [623, 90, 625, 1970]
auction-cell: ۳۹۰۰: [628, 489, 674, 518]
auction-cell: ۶۴۰۰۰: [628, 345, 674, 374]
